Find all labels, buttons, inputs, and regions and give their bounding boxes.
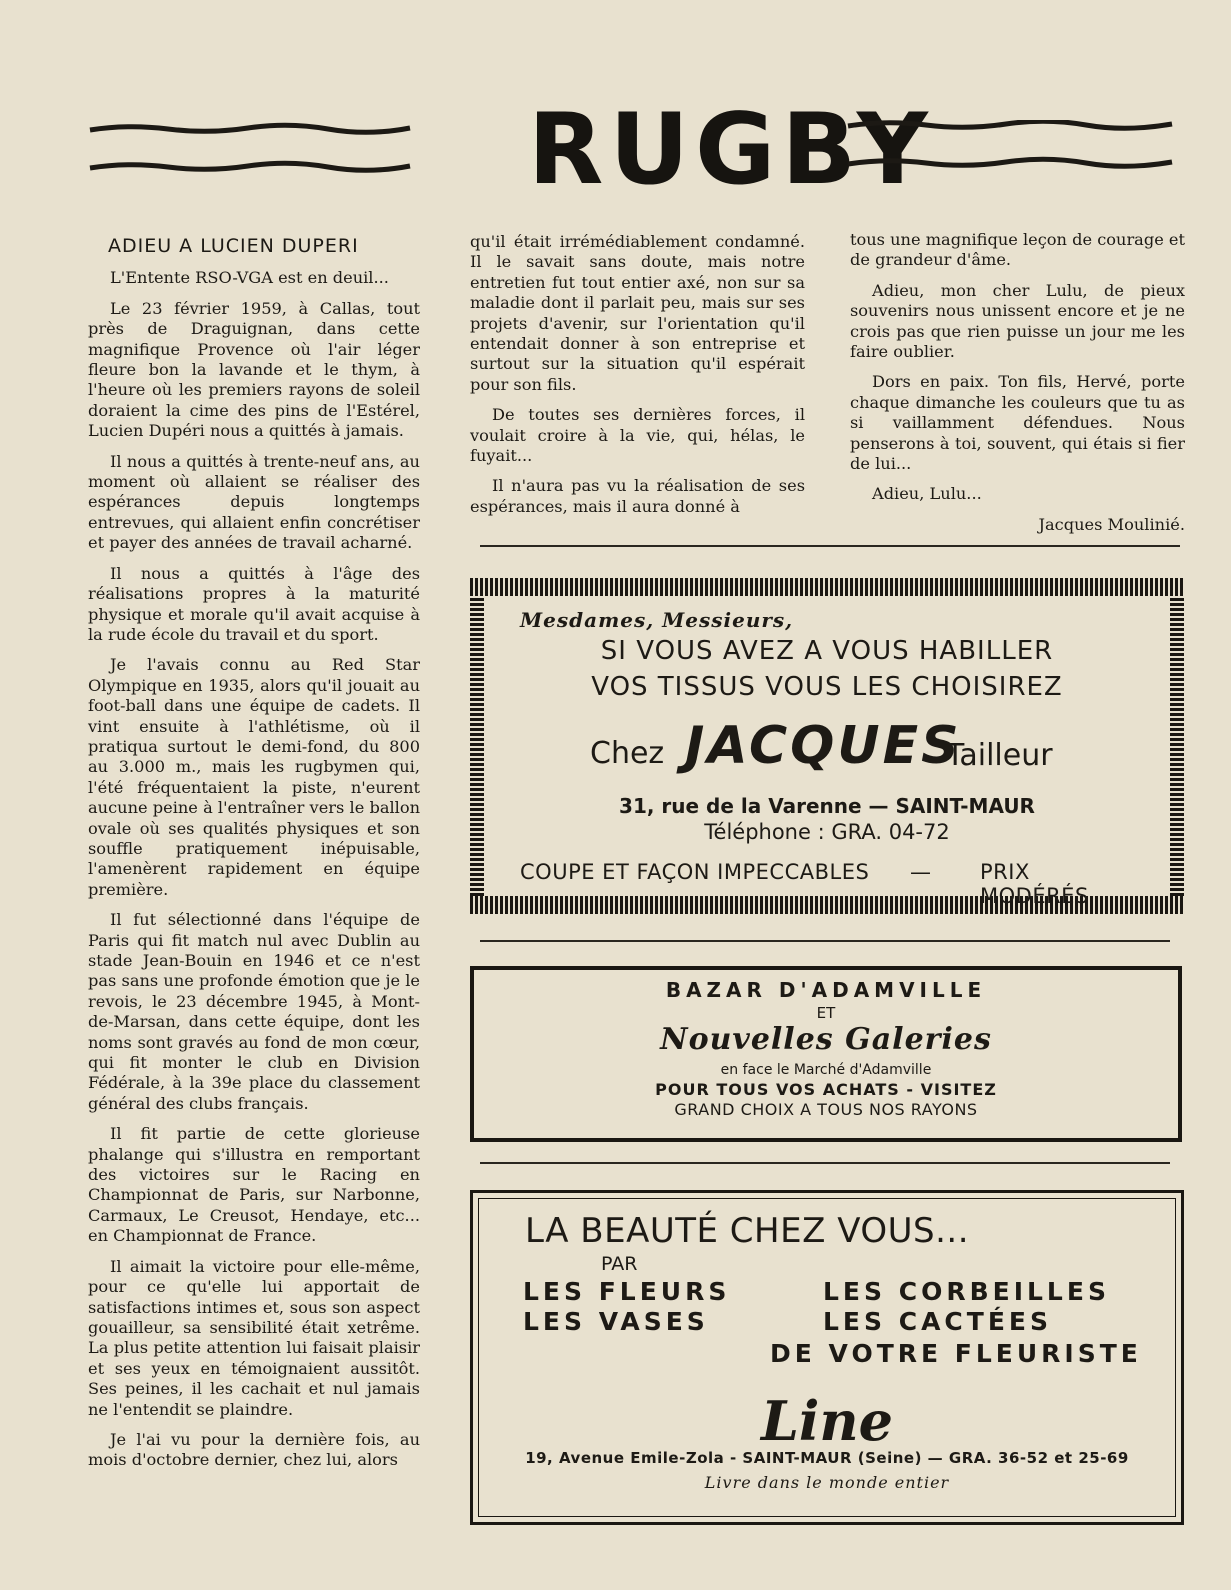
paragraph: Il aimait la victoire pour elle-même, pour ce qu'elle lui apportait de satisfactions intimes et, sous son aspect gouailleur, sa sensibilité était xetrême. La plus petite attention lui faisait plaisir et ses yeux en témoignaient aussitôt. Ses peines, il les cachait et nul jamais ne l'entendit se plaindre. [88, 1256, 420, 1419]
paragraph: Il nous a quittés à l'âge des réalisations propres à la maturité physique et morale qu'il avait acquise à la rude école du travail et du sport. [88, 563, 420, 644]
ad-chez: Chez [590, 736, 665, 771]
paragraph: Adieu, mon cher Lulu, de pieux souvenirs nous unissent encore et je ne crois pas que rien puisse un jour me les faire oublier. [850, 280, 1185, 362]
paragraph: tous une magnifique leçon de courage et de grandeur d'âme. [850, 230, 1186, 270]
signature: Jacques Moulinié. [1038, 514, 1185, 534]
article-column-2 [470, 232, 805, 527]
ad-item: LES FLEURS [523, 1277, 731, 1306]
ad-content [490, 598, 1164, 908]
comb-border-top [470, 578, 1184, 596]
paragraph: Je l'ai vu pour la dernière fois, au mois d'octobre dernier, chez lui, alors [88, 1429, 420, 1470]
right-wavy-rule [846, 120, 1176, 180]
page-title: RUGBY [528, 93, 934, 207]
ad-bazar-adamville [470, 966, 1182, 1142]
paragraph: Il fit partie de cette glorieuse phalange qui s'illustra en remportant des victoires sur le Racing en Championnat de Paris, sur Narbonne, Carmaux, Le Creusot, Hendaye, etc... en Championnat de France. [88, 1124, 420, 1246]
ad-item: LES CORBEILLES [823, 1277, 1110, 1306]
ad-call: POUR TOUS VOS ACHATS - VISITEZ [655, 1080, 997, 1099]
separator-rule [480, 1162, 1170, 1164]
ad-jacques-tailleur [470, 578, 1184, 914]
separator-rule [480, 940, 1170, 942]
ad-address: 19, Avenue Emile-Zola - SAINT-MAUR (Seine) — GRA. 36-52 et 25-69 [525, 1449, 1129, 1467]
paragraph: Le 23 février 1959, à Callas, tout près de Draguignan, dans cette magnifique Provence où l'air léger fleure bon la lavande et le thym, à l'heure où les premiers rayons de soleil doraient la cime des pins de l'Estérel, Lucien Dupéri nous a quittés à jamais. [88, 298, 420, 441]
ad-par: PAR [601, 1253, 638, 1275]
ad-brand-name: Nouvelles Galeries [660, 1022, 992, 1057]
paragraph: Il fut sélectionné dans l'équipe de Paris qui fit match nul avec Dublin au stade Jean-Bouin en 1946 et ce n'est pas sans une profonde émotion que je le revois, le 23 décembre 1945, à Mont-de-Marsan, dans cette équipe, dont les noms sont gravés au fond de mon cœur, qui fit monter le club en Division Fédérale, à la 39e place du classement général des clubs français. [88, 910, 420, 1113]
ad-address: 31, rue de la Varenne — SAINT-MAUR [619, 794, 1035, 818]
ad-line-1: SI VOUS AVEZ A VOUS HABILLER [600, 636, 1054, 666]
ad-slogan-dash: — [910, 860, 932, 884]
section-header [88, 93, 1178, 207]
ad-slogan-right: PRIX MODÉRÉS [980, 860, 1089, 908]
ad-slogan [520, 860, 1140, 908]
ad-brand-name: JACQUES [685, 716, 962, 776]
paragraph: qu'il était irrémédiablement condamné. Il le savait sans doute, mais notre entretien fut tout entier axé, non sur sa maladie dont il parlait peu, mais sur ses projets d'avenir, sur l'orientation qu'il entendait donner à son entreprise et surtout sur la situation qu'il espérait pour son fils. [470, 232, 805, 394]
ad-choice: GRAND CHOIX A TOUS NOS RAYONS [674, 1100, 978, 1119]
comb-border-left [470, 578, 484, 914]
paragraph: Il nous a quittés à trente-neuf ans, au moment où allaient se réaliser des espérances depuis longtemps entrevues, qui allaient enfin concrétiser et payer des années de travail acharné. [88, 451, 420, 553]
ad-conjunction: ET [816, 1004, 836, 1022]
paragraph: De toutes ses dernières forces, il voulait croire à la vie, qui, hélas, le fuyait... [470, 405, 805, 466]
article-headline: ADIEU A LUCIEN DUPERI [108, 235, 359, 257]
article-column-1 [88, 232, 420, 1481]
paragraph: Dors en paix. Ton fils, Hervé, porte chaque dimanche les couleurs que tu as si vaillamment défendues. Nous penserons à toi, souvent, qui étais si fier de lui... [850, 372, 1185, 474]
ad-location: en face le Marché d'Adamville [720, 1062, 932, 1078]
paragraph: Adieu, Lulu... [872, 484, 982, 504]
ad-line-2: VOS TISSUS VOUS LES CHOISIREZ [591, 672, 1063, 702]
ad-trade: Tailleur [946, 738, 1053, 773]
ad-tagline: DE VOTRE FLEURISTE [770, 1339, 1142, 1368]
ad-title: BAZAR D'ADAMVILLE [665, 978, 987, 1002]
comb-border-right [1170, 578, 1184, 914]
ad-brand-name: Line [760, 1389, 894, 1453]
paragraph: Je l'avais connu au Red Star Olympique en 1935, alors qu'il jouait au foot-ball dans une équipe de cadets. Il vint ensuite à l'athlétisme, où il pratiqua surtout le demi-fond, du 800 au 3.000 m., mais les rugbymen qui, l'été fréquentaient la piste, n'eurent aucune peine à l'entraîner vers le ballon ovale où ses qualités physiques et son souffle pratiquement inépuisable, l'amenèrent rapidement en équipe première. [88, 655, 420, 899]
paragraph: Il n'aura pas vu la réalisation de ses espérances, mais il aura donné à [470, 476, 805, 516]
ad-slogan-left: COUPE ET FAÇON IMPECCABLES [520, 860, 870, 884]
ad-fleuriste-line [470, 1190, 1184, 1525]
article-column-3 [850, 230, 1185, 545]
ad-item: LES VASES [523, 1307, 709, 1336]
paragraph: L'Entente RSO-VGA est en deuil... [110, 268, 389, 288]
ad-phone: Téléphone : GRA. 04-72 [704, 820, 950, 844]
ad-headline: LA BEAUTÉ CHEZ VOUS... [525, 1211, 970, 1251]
ad-greeting: Mesdames, Messieurs, [520, 608, 794, 632]
left-wavy-rule [88, 120, 413, 180]
ad-delivery: Livre dans le monde entier [704, 1473, 950, 1492]
separator-rule [480, 545, 1180, 547]
ad-item: LES CACTÉES [823, 1307, 1052, 1336]
